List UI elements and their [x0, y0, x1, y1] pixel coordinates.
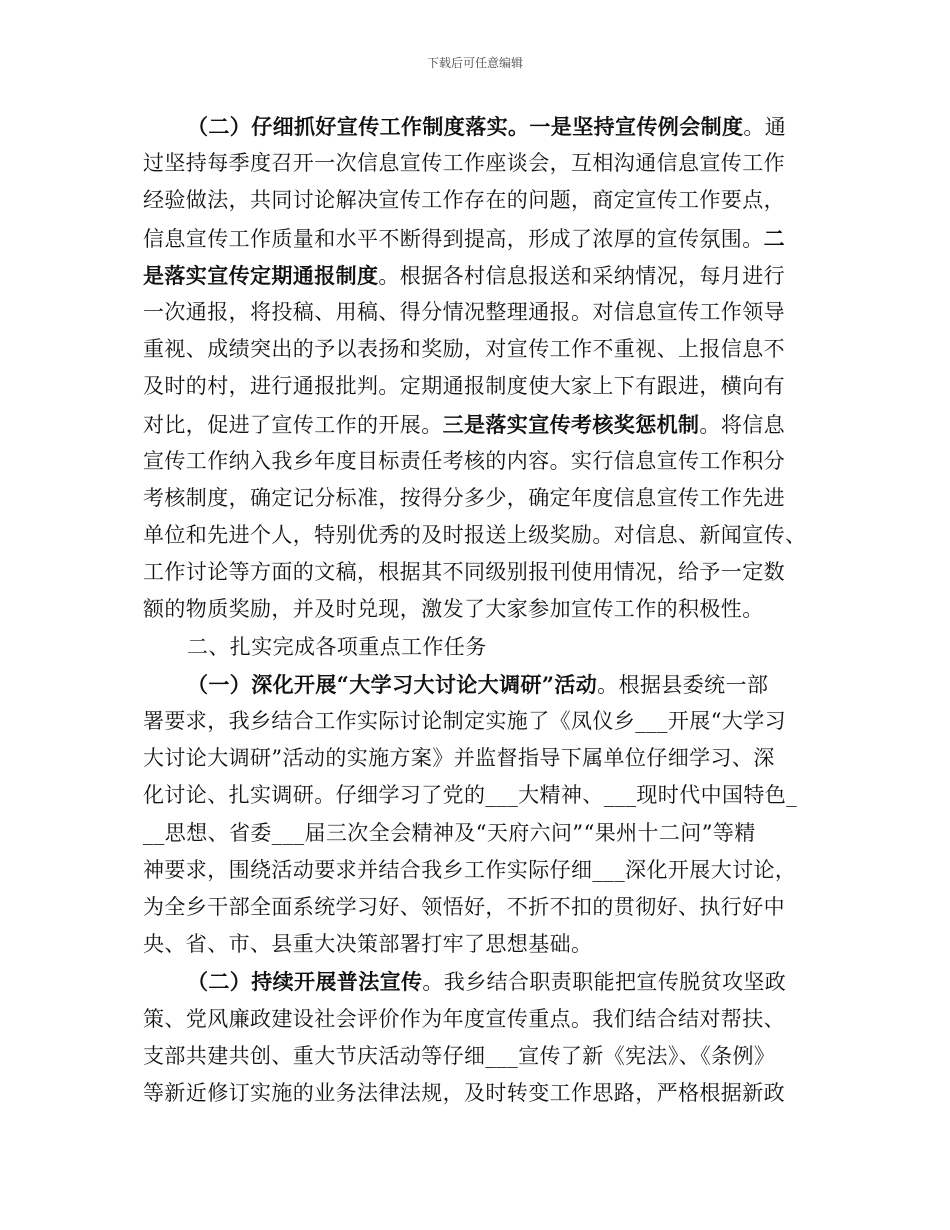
- bold-text: 二: [763, 225, 786, 251]
- text-line: [143, 1075, 813, 1112]
- body-text: 对比，促进了宣传工作的开展。: [143, 412, 443, 437]
- text-line: [143, 517, 813, 554]
- page-header: 下载后可任意编辑: [426, 56, 523, 70]
- text-line: [143, 220, 813, 257]
- text-line: [143, 666, 813, 703]
- text-line: [143, 777, 813, 814]
- text-line: [143, 852, 813, 889]
- body-text: 为全乡干部全面系统学习好、领悟好，不折不扣的贯彻好、执行好中: [143, 894, 785, 919]
- text-line: [143, 368, 813, 405]
- text-line: [143, 443, 813, 480]
- bold-text: 是落实宣传定期通报制度: [143, 262, 379, 288]
- body-text: 经验做法，共同讨论解决宣传工作存在的问题，商定宣传工作要点，: [143, 188, 785, 213]
- text-line: [143, 926, 813, 963]
- bold-text: 三是落实宣传考核奖惩机制: [442, 411, 700, 437]
- body-text: 。根据县委统一部: [597, 672, 769, 697]
- body-text: __思想、省委___届三次全会精神及“天府六问”“果州十二问”等精: [143, 820, 756, 845]
- body-text: 策、党风廉政建设社会评价作为年度宣传重点。我们结合结对帮扶、: [143, 1006, 785, 1031]
- body-text: 考核制度，确定记分标准，按得分多少，确定年度信息宣传工作先进: [143, 485, 785, 510]
- body-text: 单位和先进个人，特别优秀的及时报送上级奖励。对信息、新闻宣传、: [143, 523, 807, 548]
- body-text: 等新近修订实施的业务法律法规，及时转变工作思路，严格根据新政: [143, 1080, 785, 1105]
- body-text: 。将信息: [699, 412, 786, 437]
- body-text: 重视、成绩突出的予以表扬和奖励，对宣传工作不重视、上报信息不: [143, 337, 785, 362]
- body-text: 。我乡结合职责职能把宣传脱贫攻坚政: [422, 970, 787, 995]
- text-line: [143, 182, 813, 219]
- body-text: 一次通报，将投稿、用稿、得分情况整理通报。对信息宣传工作领导: [143, 299, 785, 324]
- document-body: [143, 108, 813, 1112]
- body-text: 及时的村，进行通报批判。定期通报制度使大家上下有跟进，横向有: [143, 374, 785, 399]
- text-line: [143, 740, 813, 777]
- text-line: [143, 480, 813, 517]
- body-text: 宣传工作纳入我乡年度目标责任考核的内容。实行信息宣传工作积分: [143, 448, 785, 473]
- text-line: [143, 108, 813, 145]
- body-text: 。根据各村信息报送和采纳情况，每月进行: [378, 263, 786, 288]
- text-line: [143, 145, 813, 182]
- text-line: [143, 406, 813, 443]
- body-text: 支部共建共创、重大节庆活动等仔细___宣传了新《宪法》、《条例》: [143, 1043, 776, 1068]
- bold-text: （二）持续开展普法宣传: [187, 969, 423, 995]
- body-text: 化讨论、扎实调研。仔细学习了党的___大精神、___现时代中国特色_: [143, 783, 798, 808]
- text-line: [143, 889, 813, 926]
- body-text: 署要求，我乡结合工作实际讨论制定实施了《凤仪乡___开展“大学习: [143, 709, 787, 733]
- body-text: 过坚持每季度召开一次信息宣传工作座谈会，互相沟通信息宣传工作: [143, 151, 785, 176]
- body-text: 额的物质奖励，并及时兑现，激发了大家参加宣传工作的积极性。: [143, 597, 764, 622]
- body-text: 。通: [743, 115, 787, 139]
- text-line: [143, 1001, 813, 1038]
- text-line: [143, 554, 813, 591]
- bold-text: （二）仔细抓好宣传工作制度落实。一是坚持宣传例会制度: [187, 114, 744, 139]
- text-line: [143, 294, 813, 331]
- text-line: [143, 703, 813, 740]
- text-line: [143, 591, 813, 628]
- body-text: 二、扎实完成各项重点工作任务: [187, 634, 487, 659]
- text-line: [143, 963, 813, 1000]
- body-text: 大讨论大调研”活动的实施方案》并监督指导下属单位仔细学习、深: [143, 746, 775, 771]
- text-line: [143, 257, 813, 294]
- text-line: [143, 629, 813, 666]
- text-line: [143, 331, 813, 368]
- body-text: 央、省、市、县重大决策部署打牢了思想基础。: [143, 932, 593, 957]
- body-text: 工作讨论等方面的文稿，根据其不同级别报刊使用情况，给予一定数: [143, 560, 785, 585]
- text-line: [143, 1038, 813, 1075]
- body-text: 信息宣传工作质量和水平不断得到提高，形成了浓厚的宣传氛围。: [143, 226, 764, 251]
- text-line: [143, 815, 813, 852]
- body-text: 神要求，围绕活动要求并结合我乡工作实际仔细___深化开展大讨论，: [143, 857, 797, 882]
- bold-text: （一）深化开展“大学习大讨论大调研”活动: [187, 671, 598, 697]
